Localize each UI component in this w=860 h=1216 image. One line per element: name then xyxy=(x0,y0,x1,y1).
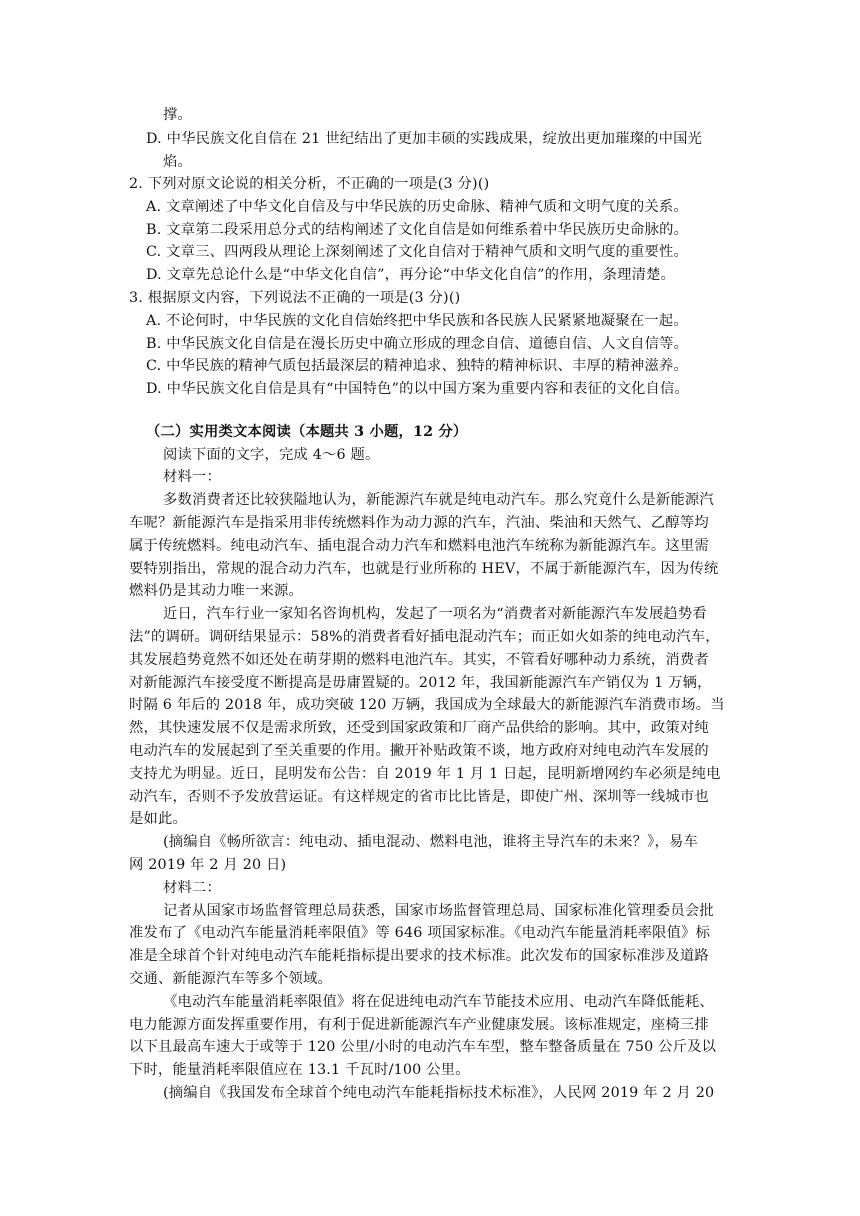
material1-p2-line: 时隔 6 年后的 2018 年，成功突破 120 万辆，我国成为全球最大的新能源汽车消费市场。当 xyxy=(129,697,725,713)
material2-p1-line: 交通、新能源汽车等多个领域。 xyxy=(129,971,332,987)
q2-option-d: D. 文章先总论什么是“中华文化自信”，再分论“中华文化自信”的作用，条理清楚。 xyxy=(146,267,676,283)
material1-p2-line: 对新能源汽车接受度不断提高是毋庸置疑的。2012 年，我国新能源汽车产销仅为 1 万辆， xyxy=(129,675,712,691)
q3-option-b: B. 中华民族文化自信是在漫长历史中确立形成的理念自信、道德自信、人文自信等。 xyxy=(146,336,689,352)
material1-p1-line: 属于传统燃料。纯电动汽车、插电混合动力汽车和燃料电池汽车统称为新能源汽车。这里需 xyxy=(129,538,709,554)
material1-p1-line: 要特别指出，常规的混合动力汽车，也就是行业所称的 HEV，不属于新能源汽车，因为传统 xyxy=(129,561,719,577)
q2-option-b: B. 文章第二段采用总分式的结构阐述了文化自信是如何维系着中华民族历史命脉的。 xyxy=(146,222,689,238)
q1-option-d-line1: D. 中华民族文化自信在 21 世纪结出了更加丰硕的实践成果，绽放出更加璀璨的中国光 xyxy=(146,131,703,147)
q1-option-c-end: 撑。 xyxy=(163,107,192,123)
material2-p1-line: 准发布了《电动汽车能量消耗率限值》等 646 项国家标准。《电动汽车能量消耗率限值》标 xyxy=(129,925,711,941)
q2-option-a: A. 文章阐述了中华文化自信及与中华民族的历史命脉、精神气质和文明气度的关系。 xyxy=(146,199,688,215)
material1-source-line1: (摘编自《畅所欲言：纯电动、插电混动、燃料电池，谁将主导汽车的未来？》，易车 xyxy=(163,834,699,850)
material1-p1-line: 多数消费者还比较狭隘地认为，新能源汽车就是纯电动汽车。那么究竟什么是新能源汽 xyxy=(163,492,714,508)
material1-p2-line: 是如此。 xyxy=(129,811,187,827)
q3-option-c: C. 中华民族的精神气质包括最深层的精神追求、独特的精神标识、丰厚的精神滋养。 xyxy=(146,358,689,374)
material2-label: 材料二： xyxy=(163,880,221,896)
q1-option-d-line2: 焰。 xyxy=(163,154,192,170)
material1-p2-line: 动汽车，否则不予发放营运证。有这样规定的省市比比皆是，即使广州、深圳等一线城市也 xyxy=(129,789,709,805)
material2-p1-line: 记者从国家市场监督管理总局获悉，国家市场监督管理总局、国家标准化管理委员会批 xyxy=(163,903,714,919)
section2-instruction: 阅读下面的文字，完成 4～6 题。 xyxy=(163,447,380,463)
q2-stem: 2. 下列对原文论说的相关分析，不正确的一项是(3 分)() xyxy=(129,176,490,192)
material2-p1-line: 准是全球首个针对纯电动汽车能耗指标提出要求的技术标准。此次发布的国家标准涉及道路 xyxy=(129,948,709,964)
material2-p2-line: 电力能源方面发挥重要作用，有利于促进新能源汽车产业健康发展。该标准规定，座椅三排 xyxy=(129,1017,709,1033)
material2-p2-line: 以下且最高车速大于或等于 120 公里/小时的电动汽车车型，整车整备质量在 750 公斤及以 xyxy=(129,1039,717,1055)
material1-p1-line: 燃料仍是其动力唯一来源。 xyxy=(129,583,303,599)
material1-p2-line: 电动汽车的发展起到了至关重要的作用。撇开补贴政策不谈，地方政府对纯电动汽车发展的 xyxy=(129,743,709,759)
material1-source-line2: 网 2019 年 2 月 20 日) xyxy=(129,857,287,873)
material1-p2-line: 然，其快速发展不仅是需求所致，还受到国家政策和厂商产品供给的影响。其中，政策对纯 xyxy=(129,720,709,736)
q3-option-a: A. 不论何时，中华民族的文化自信始终把中华民族和各民族人民紧紧地凝聚在一起。 xyxy=(146,313,688,329)
q2-option-c: C. 文章三、四两段从理论上深刻阐述了文化自信对于精神气质和文明气度的重要性。 xyxy=(146,244,689,260)
material2-p2-line: 下时，能量消耗率限值应在 13.1 千瓦时/100 公里。 xyxy=(129,1062,470,1078)
material1-p2-line: 支持尤为明显。近日，昆明发布公告：自 2019 年 1 月 1 日起，昆明新增网约车必须是纯电 xyxy=(129,766,721,782)
q3-option-d: D. 中华民族文化自信是具有“中国特色”的以中国方案为重要内容和表征的文化自信。 xyxy=(146,381,690,397)
material1-p2-line: 法”的调研。调研结果显示：58%的消费者看好插电混动汽车；而正如火如荼的纯电动汽车， xyxy=(129,629,720,645)
material2-p2-line: 《电动汽车能量消耗率限值》将在促进纯电动汽车节能技术应用、电动汽车降低能耗、 xyxy=(163,994,714,1010)
q3-stem: 3. 根据原文内容，下列说法不正确的一项是(3 分)() xyxy=(129,290,461,306)
material2-source: (摘编自《我国发布全球首个纯电动汽车能耗指标技术标准》，人民网 2019 年 2 月 20 xyxy=(163,1085,715,1101)
section2-heading: （二）实用类文本阅读（本题共 3 小题，12 分） xyxy=(146,424,468,440)
material1-p2-line: 其发展趋势竟然不如还处在萌芽期的燃料电池汽车。其实，不管看好哪种动力系统，消费者 xyxy=(129,652,709,668)
material1-label: 材料一： xyxy=(163,469,221,485)
material1-p2-line: 近日，汽车行业一家知名咨询机构，发起了一项名为“消费者对新能源汽车发展趋势看 xyxy=(163,606,707,622)
material1-p1-line: 车呢？新能源汽车是指采用非传统燃料作为动力源的汽车，汽油、柴油和天然气、乙醇等均 xyxy=(129,515,709,531)
